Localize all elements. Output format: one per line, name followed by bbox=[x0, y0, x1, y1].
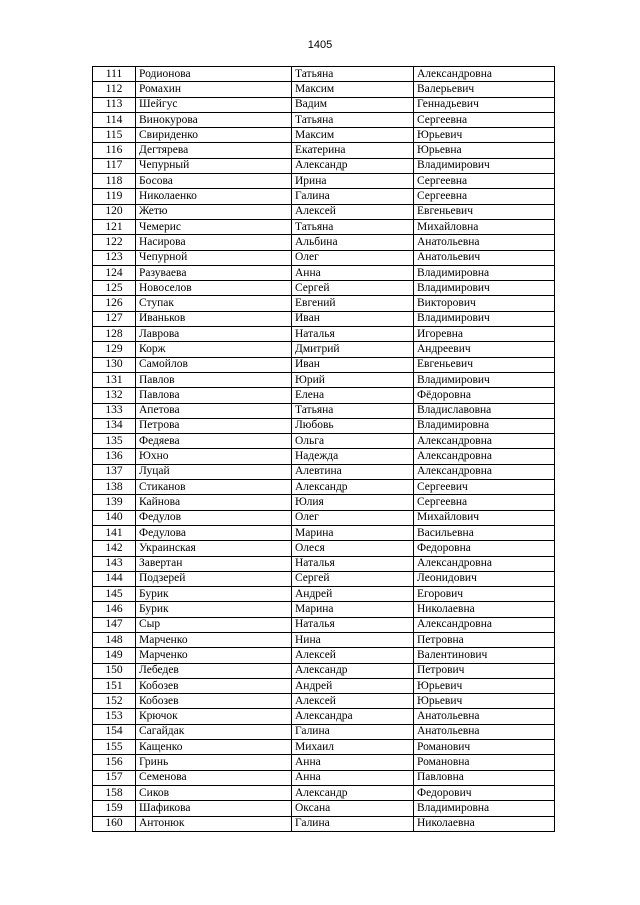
first-name-cell: Галина bbox=[292, 724, 414, 739]
first-name-cell: Юлия bbox=[292, 495, 414, 510]
last-name-cell: Подзерей bbox=[136, 571, 292, 586]
patronymic-cell: Павловна bbox=[414, 770, 555, 785]
row-number-cell: 138 bbox=[93, 480, 136, 495]
first-name-cell: Дмитрий bbox=[292, 342, 414, 357]
first-name-cell: Наталья bbox=[292, 617, 414, 632]
first-name-cell: Оксана bbox=[292, 801, 414, 816]
row-number-cell: 159 bbox=[93, 801, 136, 816]
row-number-cell: 151 bbox=[93, 678, 136, 693]
patronymic-cell: Анатольевич bbox=[414, 250, 555, 265]
last-name-cell: Иваньков bbox=[136, 311, 292, 326]
row-number-cell: 153 bbox=[93, 709, 136, 724]
last-name-cell: Бурик bbox=[136, 602, 292, 617]
patronymic-cell: Геннадьевич bbox=[414, 97, 555, 112]
table-row bbox=[93, 403, 555, 418]
patronymic-cell: Федорович bbox=[414, 785, 555, 800]
last-name-cell: Завертан bbox=[136, 556, 292, 571]
last-name-cell: Сагайдак bbox=[136, 724, 292, 739]
patronymic-cell: Фёдоровна bbox=[414, 388, 555, 403]
first-name-cell: Татьяна bbox=[292, 112, 414, 127]
last-name-cell: Юхно bbox=[136, 449, 292, 464]
table-row bbox=[93, 587, 555, 602]
table-row bbox=[93, 694, 555, 709]
table-row bbox=[93, 678, 555, 693]
table-row bbox=[93, 281, 555, 296]
last-name-cell: Корж bbox=[136, 342, 292, 357]
patronymic-cell: Юрьевич bbox=[414, 694, 555, 709]
table-row bbox=[93, 663, 555, 678]
last-name-cell: Сыр bbox=[136, 617, 292, 632]
last-name-cell: Федулова bbox=[136, 525, 292, 540]
row-number-cell: 124 bbox=[93, 265, 136, 280]
table-row bbox=[93, 648, 555, 663]
table-row bbox=[93, 740, 555, 755]
first-name-cell: Елена bbox=[292, 388, 414, 403]
last-name-cell: Винокурова bbox=[136, 112, 292, 127]
patronymic-cell: Юрьевна bbox=[414, 143, 555, 158]
row-number-cell: 111 bbox=[93, 67, 136, 82]
last-name-cell: Кобозев bbox=[136, 694, 292, 709]
names-table bbox=[92, 66, 555, 832]
last-name-cell: Родионова bbox=[136, 67, 292, 82]
table-row bbox=[93, 785, 555, 800]
last-name-cell: Самойлов bbox=[136, 357, 292, 372]
table-row bbox=[93, 525, 555, 540]
last-name-cell: Сиков bbox=[136, 785, 292, 800]
row-number-cell: 128 bbox=[93, 327, 136, 342]
first-name-cell: Надежда bbox=[292, 449, 414, 464]
last-name-cell: Шейгус bbox=[136, 97, 292, 112]
first-name-cell: Сергей bbox=[292, 281, 414, 296]
last-name-cell: Стиканов bbox=[136, 480, 292, 495]
row-number-cell: 142 bbox=[93, 541, 136, 556]
row-number-cell: 115 bbox=[93, 128, 136, 143]
last-name-cell: Федулов bbox=[136, 510, 292, 525]
row-number-cell: 131 bbox=[93, 372, 136, 387]
first-name-cell: Наталья bbox=[292, 327, 414, 342]
table-row bbox=[93, 189, 555, 204]
table-row bbox=[93, 571, 555, 586]
first-name-cell: Максим bbox=[292, 82, 414, 97]
first-name-cell: Андрей bbox=[292, 587, 414, 602]
table-row bbox=[93, 755, 555, 770]
table-row bbox=[93, 250, 555, 265]
row-number-cell: 133 bbox=[93, 403, 136, 418]
patronymic-cell: Александровна bbox=[414, 449, 555, 464]
patronymic-cell: Николаевна bbox=[414, 816, 555, 831]
patronymic-cell: Андреевич bbox=[414, 342, 555, 357]
first-name-cell: Любовь bbox=[292, 418, 414, 433]
row-number-cell: 119 bbox=[93, 189, 136, 204]
first-name-cell: Татьяна bbox=[292, 403, 414, 418]
last-name-cell: Шафикова bbox=[136, 801, 292, 816]
first-name-cell: Александра bbox=[292, 709, 414, 724]
row-number-cell: 152 bbox=[93, 694, 136, 709]
row-number-cell: 120 bbox=[93, 204, 136, 219]
last-name-cell: Павлова bbox=[136, 388, 292, 403]
first-name-cell: Наталья bbox=[292, 556, 414, 571]
table-row bbox=[93, 112, 555, 127]
patronymic-cell: Александровна bbox=[414, 617, 555, 632]
first-name-cell: Максим bbox=[292, 128, 414, 143]
table-row bbox=[93, 724, 555, 739]
first-name-cell: Александр bbox=[292, 480, 414, 495]
table-row bbox=[93, 311, 555, 326]
row-number-cell: 117 bbox=[93, 158, 136, 173]
patronymic-cell: Александровна bbox=[414, 464, 555, 479]
row-number-cell: 114 bbox=[93, 112, 136, 127]
table-row bbox=[93, 495, 555, 510]
patronymic-cell: Анатольевна bbox=[414, 709, 555, 724]
table-row bbox=[93, 556, 555, 571]
first-name-cell: Олег bbox=[292, 250, 414, 265]
row-number-cell: 113 bbox=[93, 97, 136, 112]
patronymic-cell: Васильевна bbox=[414, 525, 555, 540]
last-name-cell: Николаенко bbox=[136, 189, 292, 204]
row-number-cell: 125 bbox=[93, 281, 136, 296]
row-number-cell: 150 bbox=[93, 663, 136, 678]
row-number-cell: 160 bbox=[93, 816, 136, 831]
table-row bbox=[93, 204, 555, 219]
first-name-cell: Алексей bbox=[292, 648, 414, 663]
last-name-cell: Чемерис bbox=[136, 219, 292, 234]
first-name-cell: Олег bbox=[292, 510, 414, 525]
patronymic-cell: Сергеевич bbox=[414, 480, 555, 495]
row-number-cell: 149 bbox=[93, 648, 136, 663]
last-name-cell: Украинская bbox=[136, 541, 292, 556]
last-name-cell: Свириденко bbox=[136, 128, 292, 143]
last-name-cell: Чепурной bbox=[136, 250, 292, 265]
row-number-cell: 126 bbox=[93, 296, 136, 311]
table-row bbox=[93, 372, 555, 387]
last-name-cell: Кайнова bbox=[136, 495, 292, 510]
first-name-cell: Марина bbox=[292, 602, 414, 617]
row-number-cell: 112 bbox=[93, 82, 136, 97]
table-row bbox=[93, 265, 555, 280]
table-row bbox=[93, 82, 555, 97]
first-name-cell: Галина bbox=[292, 816, 414, 831]
first-name-cell: Альбина bbox=[292, 235, 414, 250]
patronymic-cell: Михайлович bbox=[414, 510, 555, 525]
row-number-cell: 134 bbox=[93, 418, 136, 433]
last-name-cell: Кащенко bbox=[136, 740, 292, 755]
table-row bbox=[93, 510, 555, 525]
first-name-cell: Алексей bbox=[292, 694, 414, 709]
first-name-cell: Татьяна bbox=[292, 67, 414, 82]
table-row bbox=[93, 327, 555, 342]
first-name-cell: Анна bbox=[292, 265, 414, 280]
patronymic-cell: Евгеньевич bbox=[414, 204, 555, 219]
first-name-cell: Марина bbox=[292, 525, 414, 540]
table-row bbox=[93, 158, 555, 173]
row-number-cell: 121 bbox=[93, 219, 136, 234]
row-number-cell: 157 bbox=[93, 770, 136, 785]
last-name-cell: Бурик bbox=[136, 587, 292, 602]
patronymic-cell: Владимирович bbox=[414, 311, 555, 326]
patronymic-cell: Евгеньевич bbox=[414, 357, 555, 372]
row-number-cell: 116 bbox=[93, 143, 136, 158]
patronymic-cell: Александровна bbox=[414, 556, 555, 571]
row-number-cell: 123 bbox=[93, 250, 136, 265]
row-number-cell: 154 bbox=[93, 724, 136, 739]
first-name-cell: Вадим bbox=[292, 97, 414, 112]
first-name-cell: Анна bbox=[292, 770, 414, 785]
patronymic-cell: Владимирович bbox=[414, 372, 555, 387]
patronymic-cell: Анатольевна bbox=[414, 724, 555, 739]
patronymic-cell: Романович bbox=[414, 740, 555, 755]
last-name-cell: Федяева bbox=[136, 434, 292, 449]
row-number-cell: 137 bbox=[93, 464, 136, 479]
first-name-cell: Александр bbox=[292, 663, 414, 678]
table-row bbox=[93, 67, 555, 82]
table-row bbox=[93, 770, 555, 785]
row-number-cell: 129 bbox=[93, 342, 136, 357]
first-name-cell: Екатерина bbox=[292, 143, 414, 158]
last-name-cell: Петрова bbox=[136, 418, 292, 433]
first-name-cell: Олеся bbox=[292, 541, 414, 556]
patronymic-cell: Владимирович bbox=[414, 158, 555, 173]
last-name-cell: Марченко bbox=[136, 648, 292, 663]
row-number-cell: 158 bbox=[93, 785, 136, 800]
patronymic-cell: Михайловна bbox=[414, 219, 555, 234]
row-number-cell: 118 bbox=[93, 174, 136, 189]
last-name-cell: Ступак bbox=[136, 296, 292, 311]
first-name-cell: Александр bbox=[292, 158, 414, 173]
patronymic-cell: Петрович bbox=[414, 663, 555, 678]
last-name-cell: Ромахин bbox=[136, 82, 292, 97]
table-row bbox=[93, 602, 555, 617]
patronymic-cell: Федоровна bbox=[414, 541, 555, 556]
patronymic-cell: Николаевна bbox=[414, 602, 555, 617]
table-row bbox=[93, 449, 555, 464]
last-name-cell: Дегтярева bbox=[136, 143, 292, 158]
last-name-cell: Крючок bbox=[136, 709, 292, 724]
table-row bbox=[93, 709, 555, 724]
row-number-cell: 143 bbox=[93, 556, 136, 571]
table-row bbox=[93, 541, 555, 556]
table-row bbox=[93, 480, 555, 495]
first-name-cell: Иван bbox=[292, 311, 414, 326]
row-number-cell: 145 bbox=[93, 587, 136, 602]
patronymic-cell: Валерьевич bbox=[414, 82, 555, 97]
patronymic-cell: Владимировна bbox=[414, 265, 555, 280]
patronymic-cell: Леонидович bbox=[414, 571, 555, 586]
table-row bbox=[93, 219, 555, 234]
patronymic-cell: Александровна bbox=[414, 434, 555, 449]
first-name-cell: Алевтина bbox=[292, 464, 414, 479]
first-name-cell: Евгений bbox=[292, 296, 414, 311]
table-row bbox=[93, 464, 555, 479]
patronymic-cell: Анатольевна bbox=[414, 235, 555, 250]
last-name-cell: Жетю bbox=[136, 204, 292, 219]
patronymic-cell: Сергеевна bbox=[414, 189, 555, 204]
table-row bbox=[93, 418, 555, 433]
first-name-cell: Юрий bbox=[292, 372, 414, 387]
first-name-cell: Анна bbox=[292, 755, 414, 770]
first-name-cell: Александр bbox=[292, 785, 414, 800]
patronymic-cell: Игоревна bbox=[414, 327, 555, 342]
patronymic-cell: Юрьевич bbox=[414, 128, 555, 143]
table-row bbox=[93, 143, 555, 158]
row-number-cell: 136 bbox=[93, 449, 136, 464]
patronymic-cell: Сергеевна bbox=[414, 174, 555, 189]
patronymic-cell: Егорович bbox=[414, 587, 555, 602]
table-row bbox=[93, 357, 555, 372]
last-name-cell: Антонюк bbox=[136, 816, 292, 831]
patronymic-cell: Юрьевич bbox=[414, 678, 555, 693]
row-number-cell: 155 bbox=[93, 740, 136, 755]
row-number-cell: 132 bbox=[93, 388, 136, 403]
table-row bbox=[93, 128, 555, 143]
patronymic-cell: Петровна bbox=[414, 632, 555, 647]
table-row bbox=[93, 434, 555, 449]
table-row bbox=[93, 801, 555, 816]
row-number-cell: 148 bbox=[93, 632, 136, 647]
table-row bbox=[93, 617, 555, 632]
row-number-cell: 127 bbox=[93, 311, 136, 326]
patronymic-cell: Валентинович bbox=[414, 648, 555, 663]
first-name-cell: Ольга bbox=[292, 434, 414, 449]
row-number-cell: 135 bbox=[93, 434, 136, 449]
last-name-cell: Павлов bbox=[136, 372, 292, 387]
first-name-cell: Сергей bbox=[292, 571, 414, 586]
row-number-cell: 146 bbox=[93, 602, 136, 617]
last-name-cell: Чепурный bbox=[136, 158, 292, 173]
row-number-cell: 156 bbox=[93, 755, 136, 770]
patronymic-cell: Сергеевна bbox=[414, 112, 555, 127]
patronymic-cell: Викторович bbox=[414, 296, 555, 311]
table-row bbox=[93, 235, 555, 250]
last-name-cell: Босова bbox=[136, 174, 292, 189]
row-number-cell: 140 bbox=[93, 510, 136, 525]
page-number: 1405 bbox=[307, 39, 333, 51]
last-name-cell: Луцай bbox=[136, 464, 292, 479]
last-name-cell: Гринь bbox=[136, 755, 292, 770]
last-name-cell: Апетова bbox=[136, 403, 292, 418]
row-number-cell: 141 bbox=[93, 525, 136, 540]
patronymic-cell: Сергеевна bbox=[414, 495, 555, 510]
first-name-cell: Михаил bbox=[292, 740, 414, 755]
row-number-cell: 122 bbox=[93, 235, 136, 250]
first-name-cell: Нина bbox=[292, 632, 414, 647]
patronymic-cell: Владимирович bbox=[414, 281, 555, 296]
table-row bbox=[93, 388, 555, 403]
patronymic-cell: Александровна bbox=[414, 67, 555, 82]
last-name-cell: Разуваева bbox=[136, 265, 292, 280]
patronymic-cell: Романовна bbox=[414, 755, 555, 770]
table-row bbox=[93, 174, 555, 189]
first-name-cell: Ирина bbox=[292, 174, 414, 189]
last-name-cell: Насирова bbox=[136, 235, 292, 250]
patronymic-cell: Владимировна bbox=[414, 801, 555, 816]
table-row bbox=[93, 296, 555, 311]
first-name-cell: Алексей bbox=[292, 204, 414, 219]
last-name-cell: Марченко bbox=[136, 632, 292, 647]
last-name-cell: Семенова bbox=[136, 770, 292, 785]
first-name-cell: Андрей bbox=[292, 678, 414, 693]
table-row bbox=[93, 632, 555, 647]
first-name-cell: Галина bbox=[292, 189, 414, 204]
first-name-cell: Иван bbox=[292, 357, 414, 372]
table-row bbox=[93, 342, 555, 357]
last-name-cell: Кобозев bbox=[136, 678, 292, 693]
last-name-cell: Лаврова bbox=[136, 327, 292, 342]
last-name-cell: Новоселов bbox=[136, 281, 292, 296]
row-number-cell: 139 bbox=[93, 495, 136, 510]
last-name-cell: Лебедев bbox=[136, 663, 292, 678]
first-name-cell: Татьяна bbox=[292, 219, 414, 234]
patronymic-cell: Владимировна bbox=[414, 418, 555, 433]
row-number-cell: 147 bbox=[93, 617, 136, 632]
table-row bbox=[93, 816, 555, 831]
patronymic-cell: Владиславовна bbox=[414, 403, 555, 418]
table-row bbox=[93, 97, 555, 112]
row-number-cell: 130 bbox=[93, 357, 136, 372]
row-number-cell: 144 bbox=[93, 571, 136, 586]
names-table-body bbox=[93, 67, 555, 832]
